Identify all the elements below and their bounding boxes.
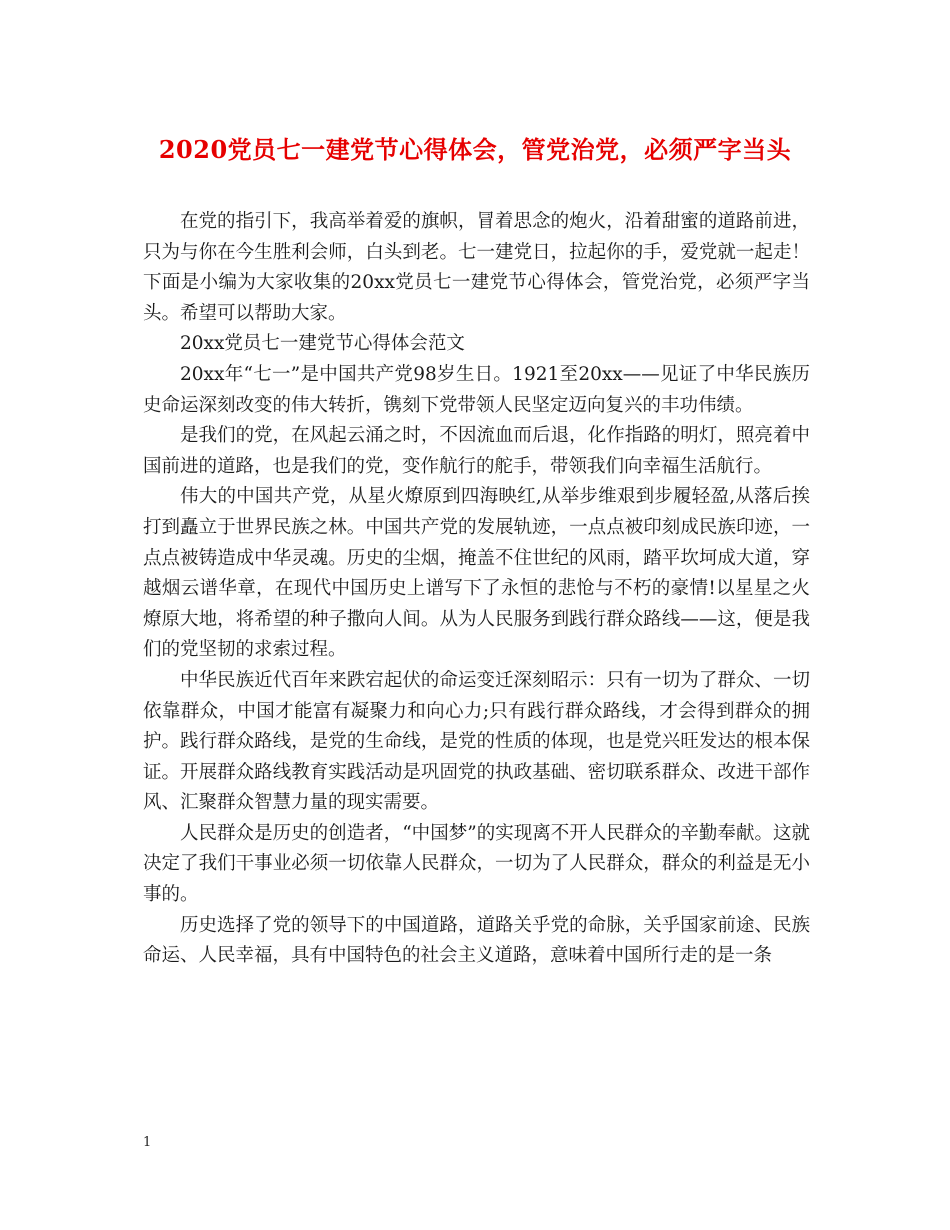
paragraph-mass-line: 中华民族近代百年来跌宕起伏的命运变迁深刻昭示：只有一切为了群众、一切依靠群众，中国才能富有凝聚力和向心力;只有践行群众路线，才会得到群众的拥护。践行群众路线，是党的生命线，是党的性质的体现，也是党兴旺发达的根本保证。开展群众路线教育实践活动是巩固党的执政基础、密切联系群众、改进干部作风、汇聚群众智慧力量的现实需要。: [143, 669, 810, 814]
page-number: 1: [143, 1135, 152, 1150]
document-body: [143, 207, 810, 972]
paragraph-chinese-road: 历史选择了党的领导下的中国道路，道路关乎党的命脉，关乎国家前途、民族命运、人民幸福，具有中国特色的社会主义道路，意味着中国所行走的是一条: [143, 914, 810, 967]
paragraph-party-guidance: 是我们的党，在风起云涌之时，不因流血而后退，化作指路的明灯，照亮着中国前进的道路，也是我们的党，变作航行的舵手，带领我们向幸福生活航行。: [143, 425, 810, 477]
document-title: 2020党员七一建党节心得体会，管党治党，必须严字当头: [158, 135, 792, 164]
paragraph-people: 人民群众是历史的创造者，“中国梦”的实现离不开人民群众的辛勤奉献。这就决定了我们干事业必须一切依靠人民群众，一切为了人民群众，群众的利益是无小事的。: [143, 822, 810, 906]
paragraph-subheading: 20xx党员七一建党节心得体会范文: [180, 333, 465, 355]
paragraph-party-history: 伟大的中国共产党，从星火燎原到四海映红,从举步维艰到步履轻盈,从落后挨打到矗立于世界民族之林。中国共产党的发展轨迹，一点点被印刻成民族印迹，一点点被铸造成中华灵魂。历史的尘烟，掩盖不住世纪的风雨，踏平坎坷成大道，穿越烟云谱华章，在现代中国历史上谱写下了永恒的悲怆与不朽的豪情!以星星之火燎原大地，将希望的种子撒向人间。从为人民服务到践行群众路线——这，便是我们的党坚韧的求索过程。: [143, 486, 810, 661]
paragraph-intro: 在党的指引下，我高举着爱的旗帜，冒着思念的炮火，沿着甜蜜的道路前进，只为与你在今生胜利会师，白头到老。七一建党日，拉起你的手，爱党就一起走！下面是小编为大家收集的20xx党员七一建党节心得体会，管党治党，必须严字当头。希望可以帮助大家。: [143, 211, 810, 324]
paragraph-anniversary: 20xx年“七一”是中国共产党98岁生日。1921至20xx——见证了中华民族历史命运深刻改变的伟大转折，镌刻下党带领人民坚定迈向复兴的丰功伟绩。: [143, 363, 810, 416]
